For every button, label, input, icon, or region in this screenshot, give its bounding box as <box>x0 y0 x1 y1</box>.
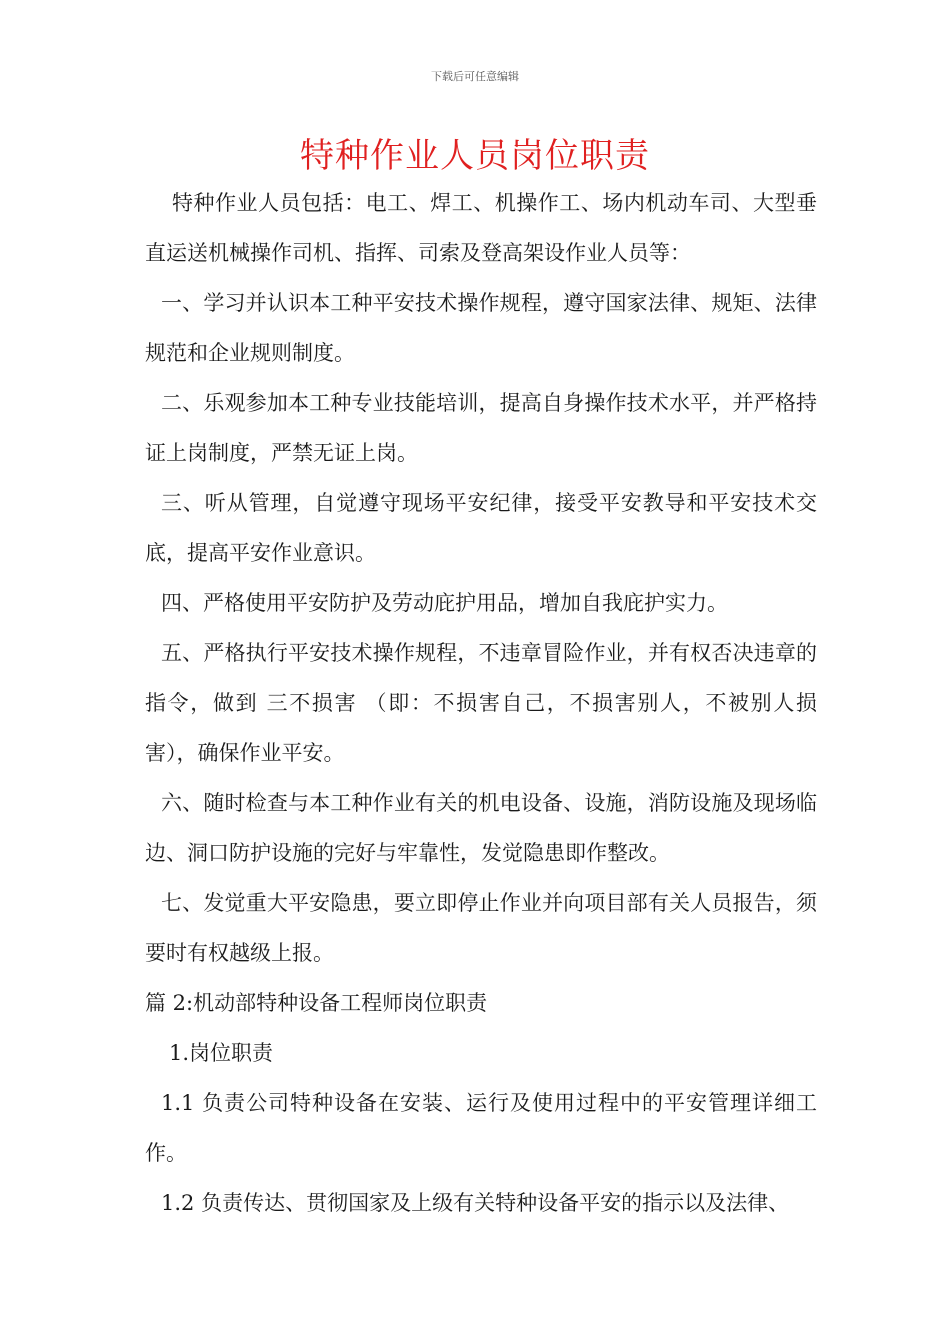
section-heading: 篇 2:机动部特种设备工程师岗位职责 <box>145 991 488 1015</box>
intro-paragraph: 特种作业人员包括：电工、焊工、机操作工、场内机动车司、大型垂直运送机械操作司机、指挥、司索及登高架设作业人员等： <box>145 191 817 265</box>
duty-item-2: 二、乐观参加本工种专业技能培训，提高自身操作技术水平，并严格持证上岗制度，严禁无证上岗。 <box>145 391 817 465</box>
duty-item-6: 六、随时检查与本工种作业有关的机电设备、设施，消防设施及现场临边、洞口防护设施的完好与牢靠性，发觉隐患即作整改。 <box>145 791 817 865</box>
section-subheading: 1.岗位职责 <box>169 1041 274 1065</box>
duty-item-1: 一、学习并认识本工种平安技术操作规程，遵守国家法律、规矩、法律规范和企业规则制度。 <box>145 291 817 365</box>
header-note: 下载后可任意编辑 <box>431 70 519 83</box>
responsibility-item-1-1: 1.1 负责公司特种设备在安装、运行及使用过程中的平安管理详细工作。 <box>145 1091 817 1165</box>
duty-item-5: 五、严格执行平安技术操作规程，不违章冒险作业，并有权否决违章的指令，做到 三不损害 （即：不损害自己，不损害别人，不被别人损害），确保作业平安。 <box>145 641 817 765</box>
responsibility-item-1-2: 1.2 负责传达、贯彻国家及上级有关特种设备平安的指示以及法律、 <box>161 1191 790 1215</box>
duty-item-7: 七、发觉重大平安隐患，要立即停止作业并向项目部有关人员报告，须要时有权越级上报。 <box>145 891 817 965</box>
duty-item-4: 四、严格使用平安防护及劳动庇护用品，增加自我庇护实力。 <box>161 591 728 615</box>
duty-item-3: 三、听从管理，自觉遵守现场平安纪律，接受平安教导和平安技术交底，提高平安作业意识。 <box>145 491 817 565</box>
document-title: 特种作业人员岗位职责 <box>300 136 650 176</box>
document-body <box>145 178 817 1228</box>
